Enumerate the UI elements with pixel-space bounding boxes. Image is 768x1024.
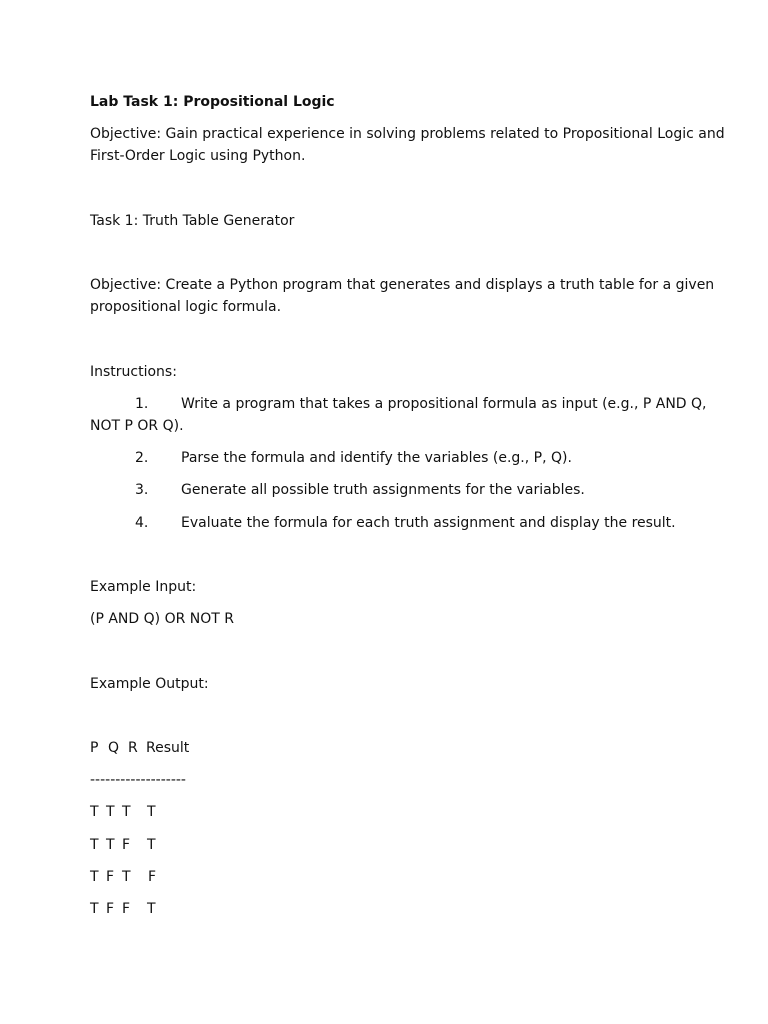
header-cell-q: Q <box>108 740 120 756</box>
task-objective-line-1: Objective: Create a Python program that generates and displays a truth table for a given <box>90 277 715 293</box>
table-separator: ------------------- <box>90 772 186 788</box>
instruction-number: 4. <box>135 515 149 531</box>
task-heading: Task 1: Truth Table Generator <box>90 213 295 229</box>
table-row <box>90 866 290 888</box>
table-row <box>90 834 290 856</box>
objective-line-2: First-Order Logic using Python. <box>90 148 306 164</box>
example-output-label: Example Output: <box>90 676 209 692</box>
table-row <box>90 801 290 823</box>
instruction-number: 1. <box>135 396 149 412</box>
table-cell: F <box>122 901 131 917</box>
table-cell: T <box>90 837 99 853</box>
table-cell: T <box>90 901 99 917</box>
instruction-text: Generate all possible truth assignments for the variables. <box>181 482 585 498</box>
instruction-number: 2. <box>135 450 149 466</box>
table-cell: T <box>147 837 156 853</box>
truth-table-header <box>90 737 290 759</box>
table-cell: T <box>147 804 156 820</box>
objective-line-1: Objective: Gain practical experience in solving problems related to Propositional Logic and <box>90 126 725 142</box>
table-cell: T <box>90 804 99 820</box>
instruction-text: Evaluate the formula for each truth assignment and display the result. <box>181 515 676 531</box>
header-cell-result: Result <box>146 740 190 756</box>
task-objective-line-2: propositional logic formula. <box>90 299 282 315</box>
table-cell: T <box>106 804 115 820</box>
table-cell: F <box>122 837 131 853</box>
instruction-text: Write a program that takes a propositional formula as input (e.g., P AND Q, <box>181 396 707 412</box>
table-cell: T <box>147 901 156 917</box>
table-cell: T <box>106 837 115 853</box>
instruction-number: 3. <box>135 482 149 498</box>
instruction-text-continued: NOT P OR Q). <box>90 418 184 434</box>
example-input-formula: (P AND Q) OR NOT R <box>90 611 234 627</box>
instruction-text: Parse the formula and identify the variables (e.g., P, Q). <box>181 450 572 466</box>
table-cell: T <box>122 869 131 885</box>
instructions-label: Instructions: <box>90 364 177 380</box>
table-row <box>90 898 290 920</box>
header-cell-r: R <box>128 740 138 756</box>
document-title: Lab Task 1: Propositional Logic <box>90 94 335 110</box>
header-cell-p: P <box>90 740 99 756</box>
table-cell: F <box>148 869 157 885</box>
table-cell: T <box>90 869 99 885</box>
table-cell: T <box>122 804 131 820</box>
example-input-label: Example Input: <box>90 579 197 595</box>
table-cell: F <box>106 901 115 917</box>
table-cell: F <box>106 869 115 885</box>
